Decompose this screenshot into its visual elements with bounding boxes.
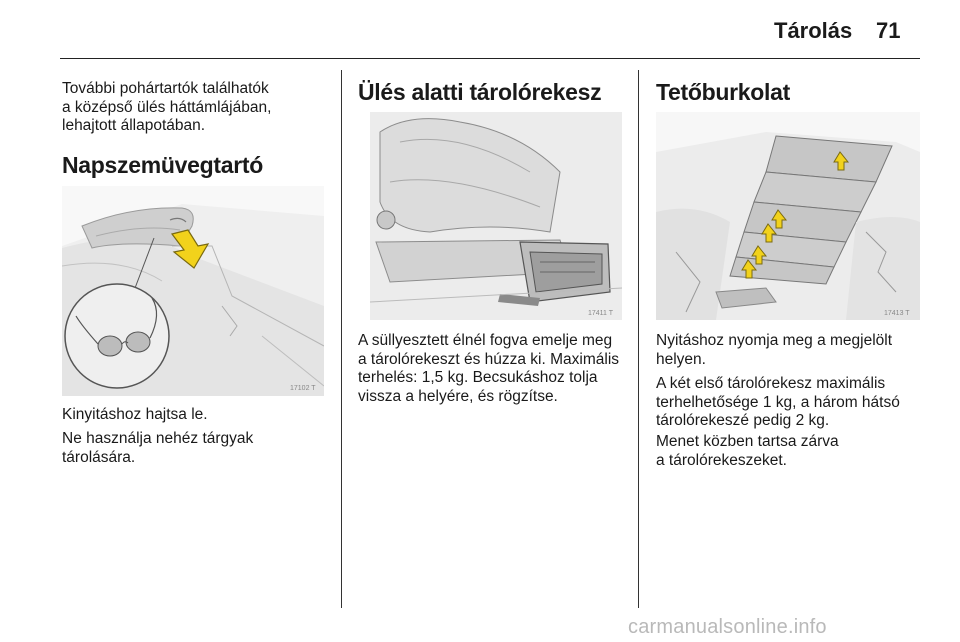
body-line: A süllyesztett élnél fogva emelje meg: [358, 332, 613, 349]
intro-line: További pohártartók találhatók: [62, 80, 269, 97]
warning-line: tárolására.: [62, 448, 136, 466]
roof-lining-figure: [656, 112, 920, 320]
column-divider-2: [638, 70, 639, 608]
body-line: terhelés: 1,5 kg. Becsukáshoz tolja: [358, 369, 598, 386]
under-seat-storage-figure: [370, 112, 622, 320]
intro-paragraph: [62, 80, 271, 136]
body-line: vissza a helyére, és rögzítse.: [358, 387, 558, 405]
section-heading-sunglasses: Napszemüvegtartó: [62, 152, 263, 178]
intro-line: a középső ülés háttámlájában,: [62, 98, 272, 116]
body-line: helyen.: [656, 350, 706, 368]
warning-line: Ne használja nehéz tárgyak: [62, 430, 254, 447]
sunglasses-holder-figure: [62, 186, 324, 396]
watermark: carmanualsonline.info: [628, 616, 827, 638]
section-heading-under-seat: Ülés alatti tárolórekesz: [358, 79, 602, 105]
body-line: a tárolórekeszt és húzza ki. Maximális: [358, 350, 620, 368]
figure-code: 17411 T: [588, 310, 614, 317]
roof-paragraph-load: [656, 375, 900, 431]
paragraph-warning: [62, 430, 253, 467]
roof-paragraph-open: [656, 332, 892, 369]
figure-code: 17413 T: [884, 310, 910, 317]
roof-paragraph-closed: [656, 433, 839, 470]
intro-line: lehajtott állapotában.: [62, 117, 206, 134]
under-seat-paragraph: [358, 332, 619, 406]
page-title: Tárolás: [774, 18, 853, 43]
column-divider-1: [341, 70, 342, 608]
figure-code: 17102 T: [290, 385, 316, 392]
body-line: tárolórekeszé pedig 2 kg.: [656, 412, 830, 429]
body-line: terhelhetősége 1 kg, a három hátsó: [656, 393, 900, 411]
body-line: a tárolórekeszeket.: [656, 451, 787, 469]
body-line: Nyitáshoz nyomja meg a megjelölt: [656, 332, 893, 349]
section-heading-roof-lining: Tetőburkolat: [656, 79, 790, 105]
body-line: A két első tárolórekesz maximális: [656, 375, 886, 392]
page-number: 71: [876, 18, 901, 43]
header-divider: [60, 58, 920, 59]
body-line: Menet közben tartsa zárva: [656, 433, 839, 450]
paragraph-open: Kinyitáshoz hajtsa le.: [62, 406, 208, 423]
